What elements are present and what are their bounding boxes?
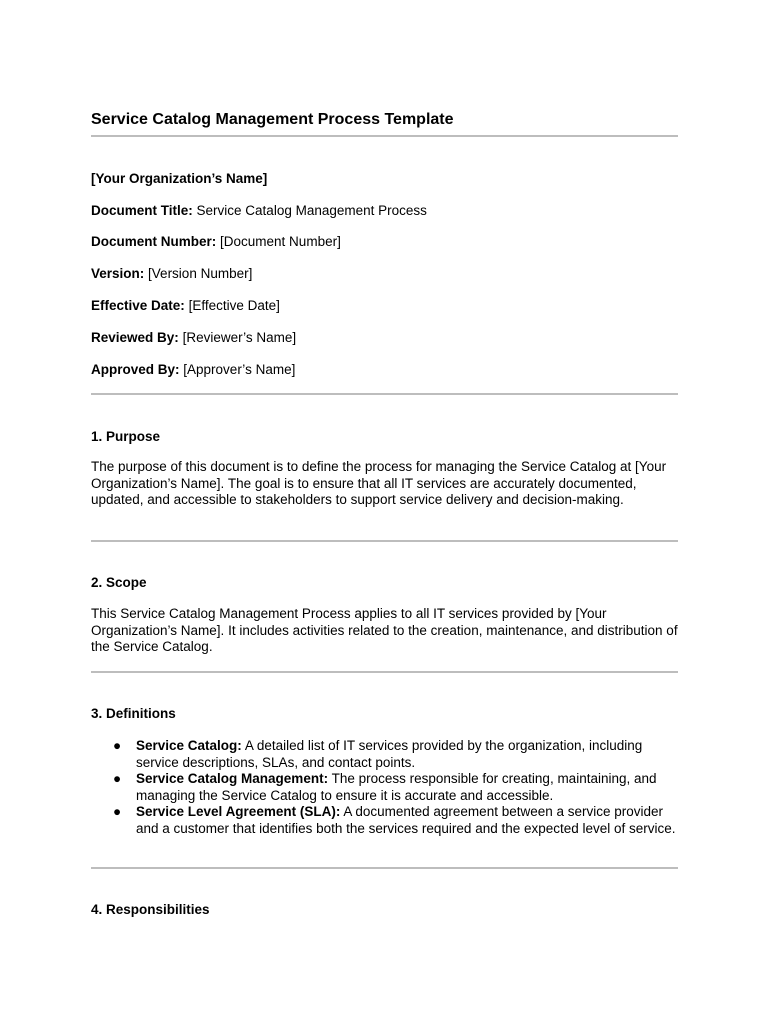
scope-heading: 2. Scope <box>91 575 147 590</box>
meta-effective-date: Effective Date: [Effective Date] <box>91 298 280 313</box>
purpose-body: The purpose of this document is to define the process for managing the Service Catalog at [Your Organization’s Name]. The goal is to ensure that all IT services are accurately documented, updated, and accessible to stakeholders to support service delivery and decision-making. <box>91 459 667 507</box>
meta-document-number: Document Number: [Document Number] <box>91 234 341 249</box>
definitions-list <box>91 738 678 837</box>
meta-approved-by: Approved By: [Approver’s Name] <box>91 362 296 377</box>
list-item: ● Service Level Agreement (SLA): A documented agreement between a service provider and a customer that identifies both the services required and the expected level of service. <box>113 804 676 836</box>
scope-divider <box>91 671 678 673</box>
list-item: ● Service Catalog Management: The process responsible for creating, maintaining, and managing the Service Catalog to ensure it is accurate and accessible. <box>113 771 657 803</box>
header-divider <box>91 393 678 395</box>
scope-body: This Service Catalog Management Process applies to all IT services provided by [Your Organization’s Name]. It includes activities related to the creation, maintenance, and distribution of the Service Catalog. <box>91 606 678 654</box>
definitions-divider <box>91 867 678 869</box>
document-title: Service Catalog Management Process Template <box>91 111 454 128</box>
title-divider <box>91 135 678 137</box>
meta-document-title: Document Title: Service Catalog Management Process <box>91 203 427 218</box>
responsibilities-heading: 4. Responsibilities <box>91 902 210 917</box>
purpose-divider <box>91 540 678 542</box>
bullet-icon: ● <box>113 771 122 786</box>
purpose-heading: 1. Purpose <box>91 429 161 444</box>
bullet-icon: ● <box>113 804 122 819</box>
list-item: ● Service Catalog: A detailed list of IT services provided by the organization, including service descriptions, SLAs, and contact points. <box>113 738 643 770</box>
org-name: [Your Organization’s Name] <box>91 171 268 186</box>
meta-reviewed-by: Reviewed By: [Reviewer’s Name] <box>91 330 297 345</box>
definitions-heading: 3. Definitions <box>91 706 176 721</box>
meta-version: Version: [Version Number] <box>91 266 253 281</box>
bullet-icon: ● <box>113 738 122 753</box>
